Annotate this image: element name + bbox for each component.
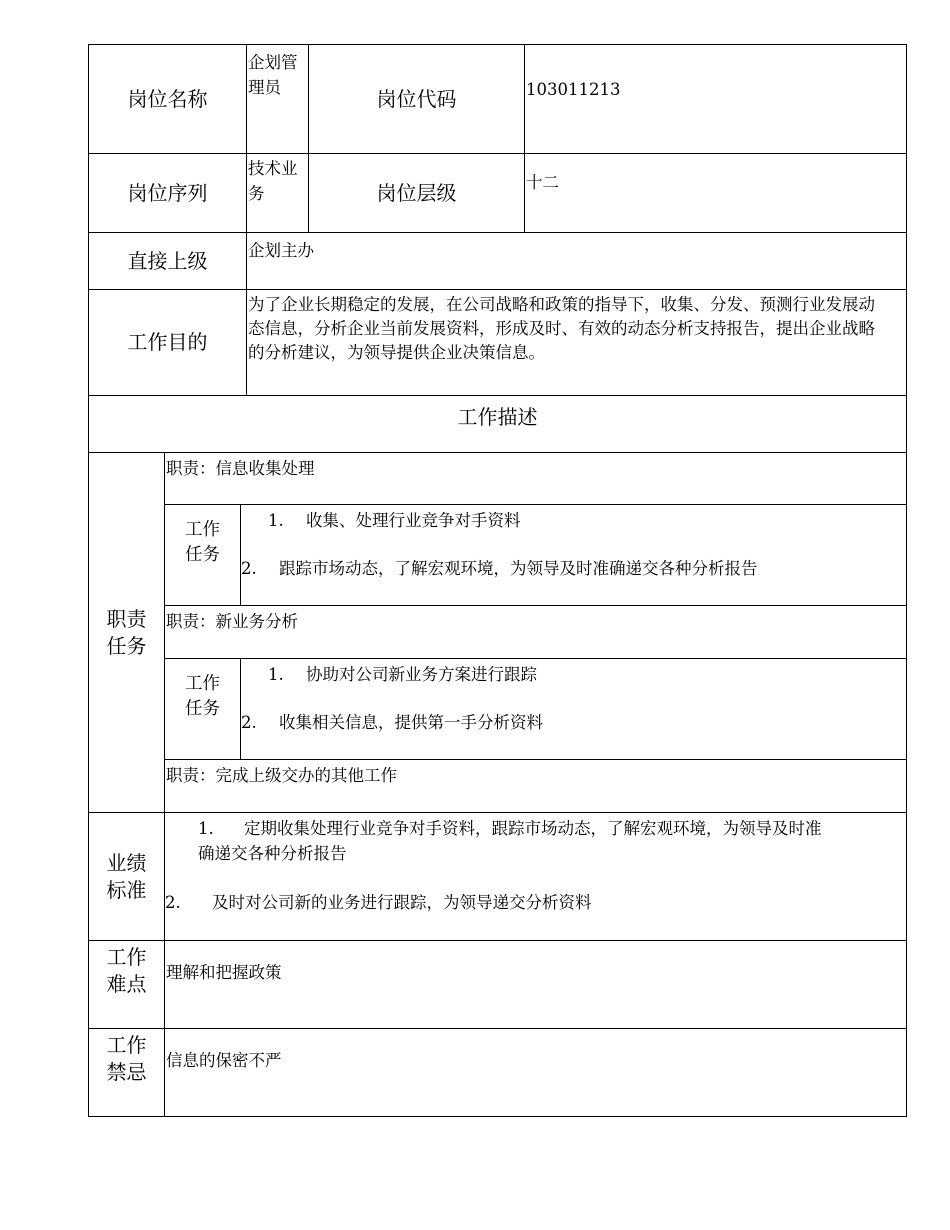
duties-label <box>88 452 165 813</box>
description-title: 工作描述 <box>457 405 538 429</box>
position-code-label-text: 岗位代码 <box>376 86 457 111</box>
position-name-value-text: 企划管理员 <box>248 53 298 97</box>
position-name-label-text: 岗位名称 <box>127 86 208 111</box>
level-value <box>524 153 907 233</box>
duty-1-task-1 <box>268 509 521 533</box>
performance-item-1-text-line1: 定期收集处理行业竞争对手资料，跟踪市场动态，了解宏观环境，为领导及时准 <box>244 819 822 838</box>
duty-2-task-1 <box>268 663 537 687</box>
duty-1-task-label-text: 工作任务 <box>185 520 220 566</box>
purpose-label <box>88 289 247 396</box>
duty-2-task-1-text: 协助对公司新业务方案进行跟踪 <box>306 665 537 684</box>
duties-label-text: 职责任务 <box>106 606 147 658</box>
difficulty-value-text: 理解和把握政策 <box>166 963 282 982</box>
duty-1-task-2 <box>241 557 758 581</box>
performance-item-2 <box>165 891 592 915</box>
taboo-value <box>164 1028 907 1117</box>
duty-1-task-1-text: 收集、处理行业竞争对手资料 <box>306 511 521 530</box>
duty-3-title-text: 职责：完成上级交办的其他工作 <box>166 766 397 785</box>
taboo-label <box>88 1028 165 1117</box>
position-name-label <box>88 44 247 154</box>
duty-1-title-text: 职责：信息收集处理 <box>166 459 315 478</box>
taboo-label-text: 工作禁忌 <box>106 1033 147 1084</box>
sequence-label <box>88 153 247 233</box>
duty-2-tasks <box>240 658 907 760</box>
supervisor-label-text: 直接上级 <box>127 248 208 273</box>
duty-2-task-2-text: 收集相关信息，提供第一手分析资料 <box>279 713 543 732</box>
position-code-label <box>308 44 525 154</box>
duty-3-title <box>164 759 907 813</box>
sequence-value-text: 技术业务 <box>248 159 298 203</box>
duty-2-title <box>164 605 907 659</box>
difficulty-label-text: 工作难点 <box>106 945 147 996</box>
taboo-value-text: 信息的保密不严 <box>166 1051 282 1070</box>
duty-2-task-label <box>164 658 241 760</box>
performance-item-1-line-1 <box>198 817 822 841</box>
level-value-text: 十二 <box>526 173 559 192</box>
duty-1-task-2-num: 2. <box>241 559 257 578</box>
supervisor-value <box>246 232 907 290</box>
supervisor-label <box>88 232 247 290</box>
performance-item-1-text-line2: 确递交各种分析报告 <box>198 844 347 863</box>
level-label-text: 岗位层级 <box>376 180 457 205</box>
performance-value <box>164 812 907 941</box>
description-title-cell <box>88 395 907 453</box>
duty-2-task-2-num: 2. <box>241 713 257 732</box>
performance-label <box>88 812 165 941</box>
duty-2-task-label-text: 工作任务 <box>185 674 220 720</box>
purpose-value <box>246 289 907 396</box>
performance-item-2-text: 及时对公司新的业务进行跟踪，为领导递交分析资料 <box>212 893 592 912</box>
performance-item-2-num: 2. <box>165 893 181 912</box>
purpose-value-text: 为了企业长期稳定的发展，在公司战略和政策的指导下，收集、分发、预测行业发展动态信息，分析企业当前发展资料，形成及时、有效的动态分析支持报告，提出企业战略的分析建议，为领导提供企业决策信息。 <box>248 295 875 362</box>
position-code-value <box>524 44 907 154</box>
performance-label-text: 业绩标准 <box>106 850 147 902</box>
duty-2-task-1-num: 1. <box>268 665 284 684</box>
duty-1-title <box>164 452 907 505</box>
duty-2-task-2 <box>241 711 543 735</box>
position-name-value <box>246 44 309 154</box>
difficulty-label <box>88 940 165 1029</box>
duty-2-title-text: 职责：新业务分析 <box>166 612 298 631</box>
position-code-value-text: 103011213 <box>526 80 621 99</box>
purpose-label-text: 工作目的 <box>127 330 208 354</box>
performance-item-1-line-2 <box>198 842 347 866</box>
performance-item-1-num: 1. <box>198 819 214 838</box>
supervisor-value-text: 企划主办 <box>248 241 314 260</box>
level-label <box>308 153 525 233</box>
sequence-label-text: 岗位序列 <box>127 180 208 205</box>
difficulty-value <box>164 940 907 1029</box>
sequence-value <box>246 153 309 233</box>
duty-1-task-1-num: 1. <box>268 511 284 530</box>
duty-1-task-label <box>164 504 241 606</box>
duty-1-task-2-text: 跟踪市场动态，了解宏观环境，为领导及时准确递交各种分析报告 <box>279 559 758 578</box>
duty-1-tasks <box>240 504 907 606</box>
